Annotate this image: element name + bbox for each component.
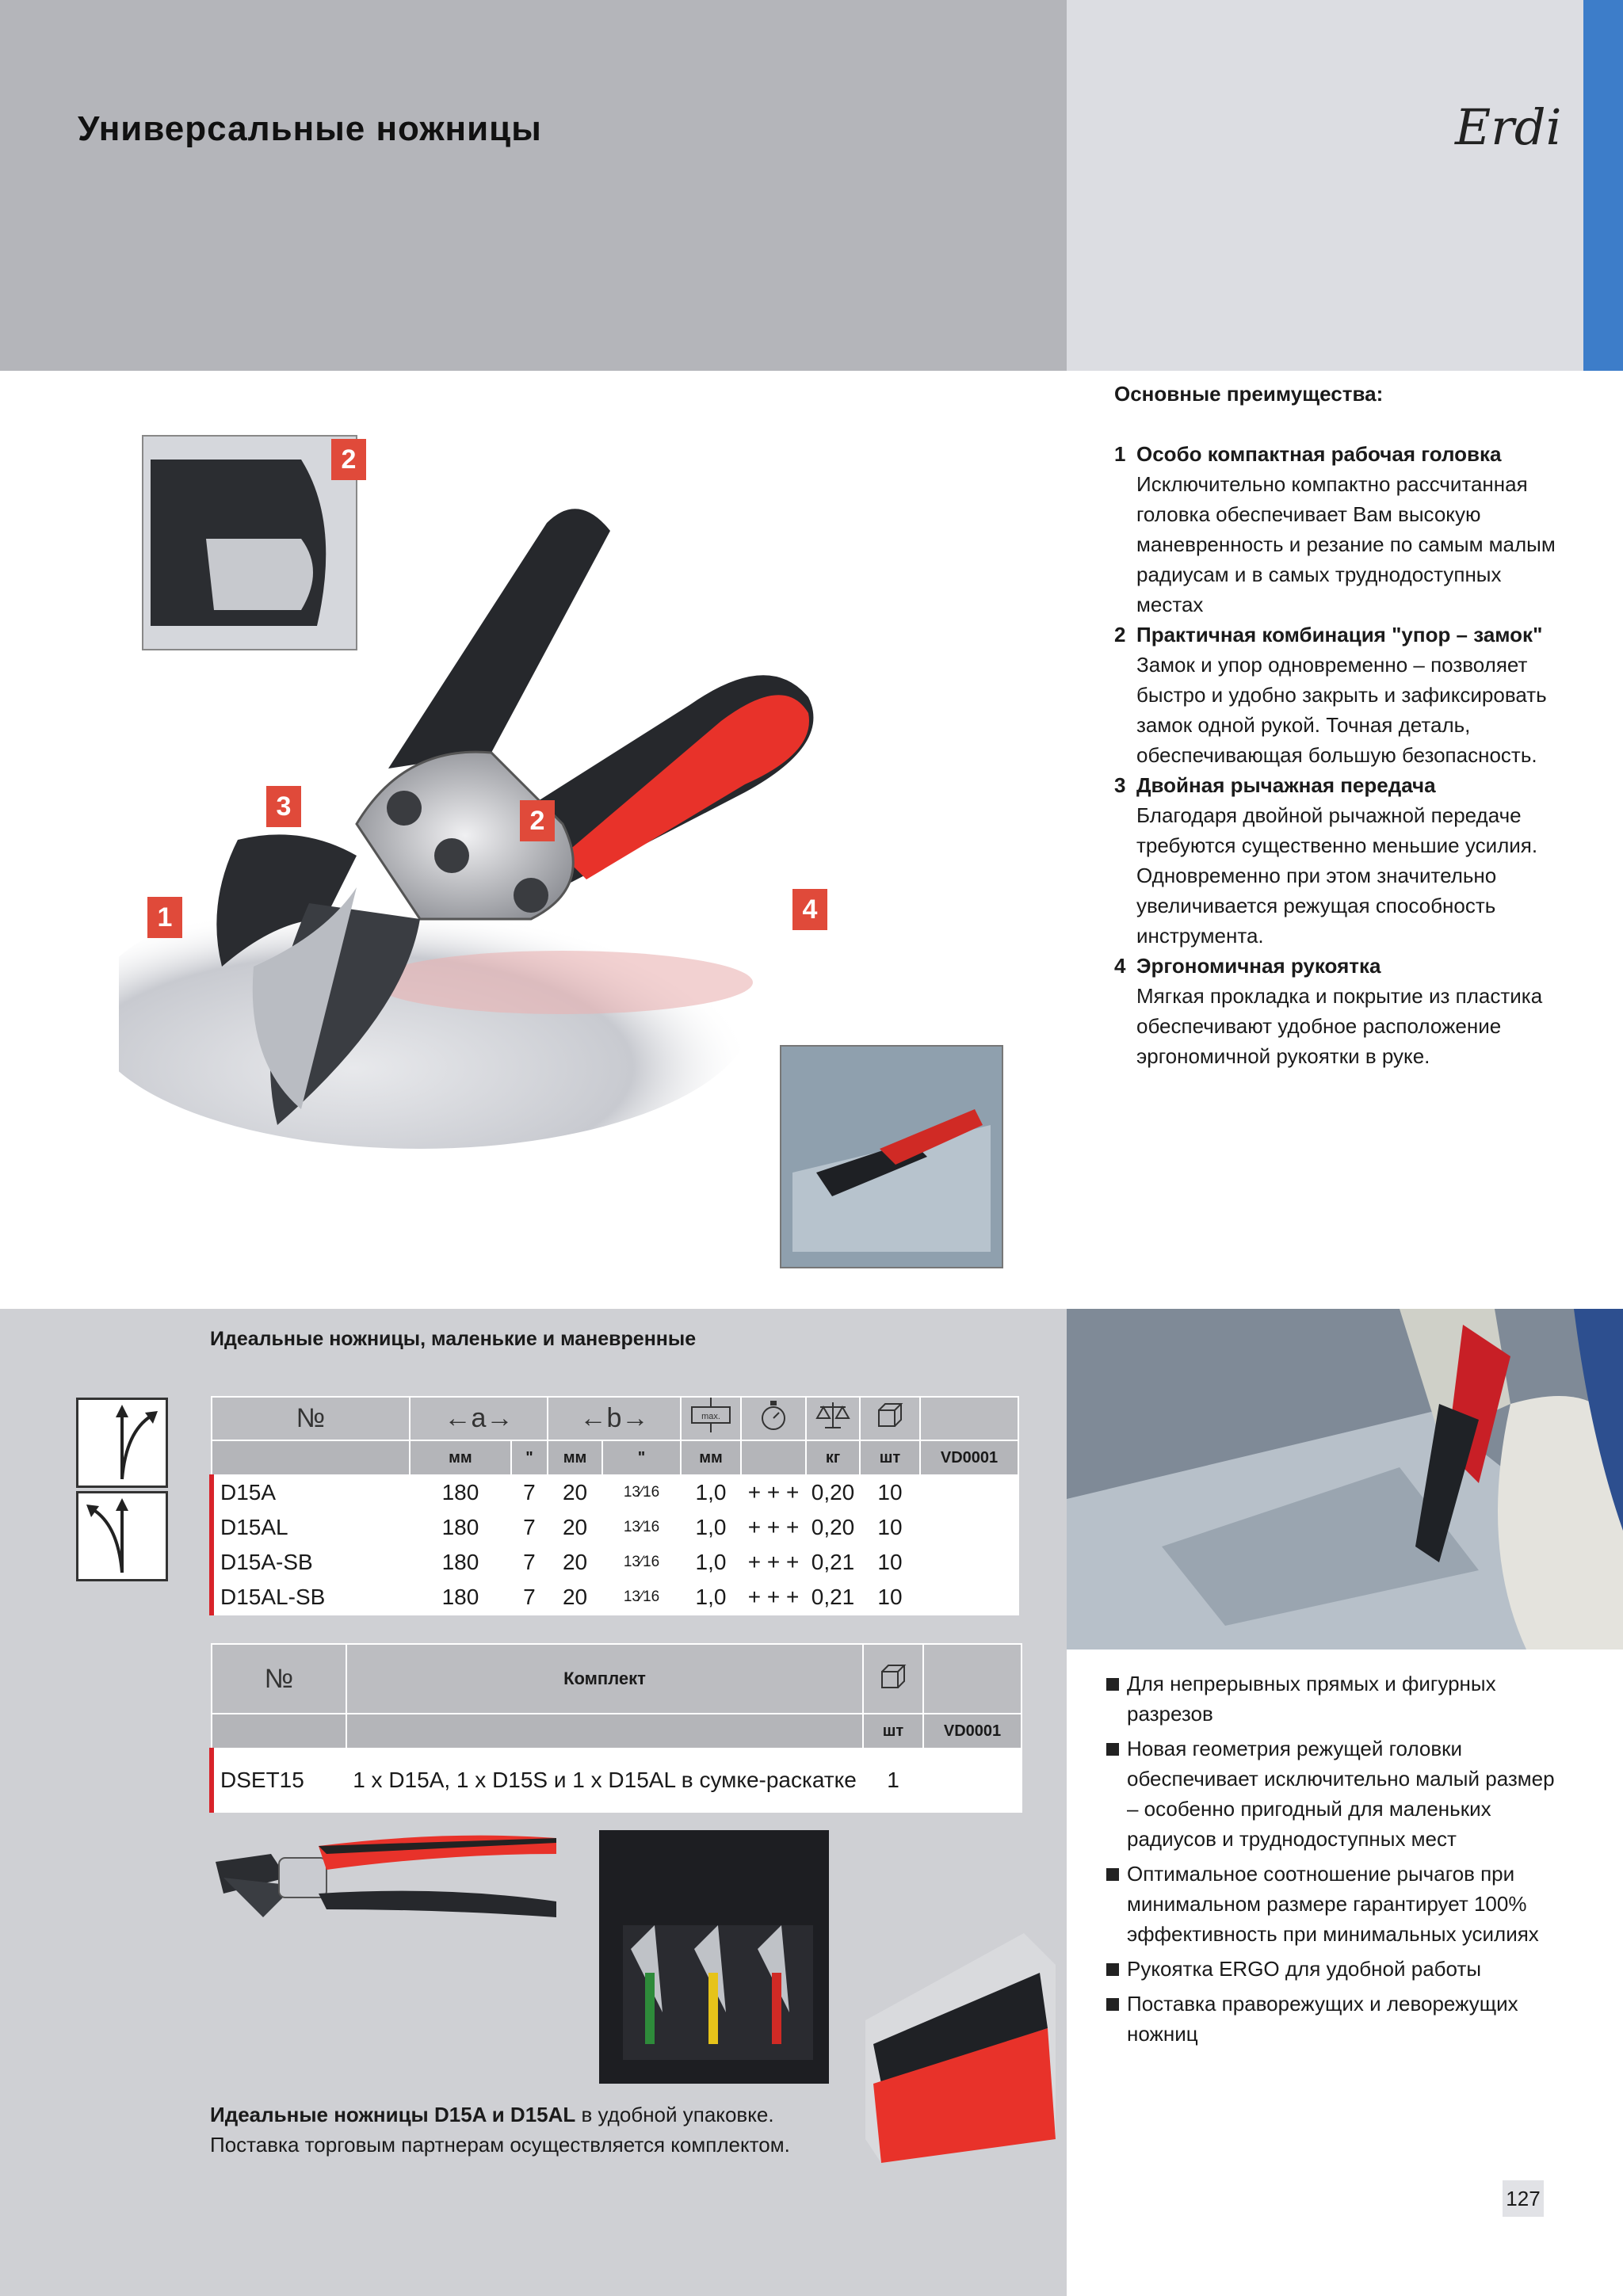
length-a-inch: 7 [511, 1475, 548, 1510]
vd-cell [920, 1580, 1018, 1615]
length-b-mm: 20 [548, 1475, 602, 1510]
pack-qty: 10 [860, 1510, 920, 1545]
article-code: D15AL-SB [212, 1580, 410, 1615]
caption-rest: в удобной упаковке. [575, 2103, 774, 2126]
vd-cell [920, 1510, 1018, 1545]
vd-cell [920, 1545, 1018, 1580]
col-vd-header [920, 1397, 1018, 1440]
unit-cell: шт [860, 1440, 920, 1475]
callout-badge-2-inset: 2 [331, 439, 366, 480]
arrow-right-icon: → [486, 1403, 514, 1433]
length-a-mm: 180 [410, 1510, 511, 1545]
weight-scale-icon [806, 1397, 860, 1440]
unit-cell: " [602, 1440, 681, 1475]
section-title: Идеальные ножницы, маленькие и маневренные [210, 1328, 697, 1350]
list-item: Рукоятка ERGO для удобной работы [1106, 1954, 1566, 1984]
article-code: D15AL [212, 1510, 410, 1545]
straight-left-cut-icon [76, 1491, 168, 1581]
feature-list [1106, 1669, 1566, 2054]
advantage-item [1114, 620, 1558, 770]
length-b-mm: 20 [548, 1580, 602, 1615]
product-photo-display-box [865, 1901, 1056, 2163]
unit-cell [741, 1440, 806, 1475]
kit-header-row [212, 1644, 1022, 1714]
package-box-icon [863, 1644, 923, 1714]
spec-row [212, 1545, 1018, 1580]
length-b-inch: 13⁄16 [602, 1475, 681, 1510]
product-caption [210, 2100, 844, 2160]
spec-table [209, 1396, 1019, 1615]
kit-unit-row [212, 1714, 1022, 1749]
advantage-number: 1 [1114, 442, 1126, 466]
spec-row [212, 1510, 1018, 1545]
svg-text:max.: max. [701, 1412, 720, 1421]
performance-rating: + + + [741, 1510, 806, 1545]
product-photo-roll-bag [599, 1830, 837, 2092]
callout-badge-4: 4 [792, 889, 827, 930]
advantage-heading: Эргономичная рукоятка [1136, 954, 1381, 978]
length-b-inch: 13⁄16 [602, 1545, 681, 1580]
advantage-number: 2 [1114, 623, 1126, 646]
hero-illustration [119, 412, 1014, 1283]
advantage-item [1114, 439, 1558, 620]
length-b-mm: 20 [548, 1510, 602, 1545]
pack-qty: 10 [860, 1545, 920, 1580]
caption-line2: Поставка торговым партнерам осуществляется комплектом. [210, 2133, 790, 2157]
spec-row [212, 1580, 1018, 1615]
performance-rating: + + + [741, 1580, 806, 1615]
length-a-inch: 7 [511, 1580, 548, 1615]
unit-cell: мм [681, 1440, 741, 1475]
unit-cell [212, 1440, 410, 1475]
advantage-item [1114, 770, 1558, 951]
header-band-right [1067, 0, 1583, 371]
col-set-header: Комплект [346, 1644, 863, 1714]
spec-header-row [212, 1397, 1018, 1440]
advantage-text: Благодаря двойной рычажной передаче требуются существенно меньшие усилия. Одновременно при этом значительно увеличивается режущая способность инструмента. [1136, 803, 1538, 948]
caption-bold: Идеальные ножницы D15A и D15AL [210, 2103, 576, 2126]
header-accent-stripe [1583, 0, 1623, 371]
col-vd-header [923, 1644, 1022, 1714]
article-code: DSET15 [212, 1749, 346, 1812]
length-a-mm: 180 [410, 1580, 511, 1615]
arrow-right-icon: → [621, 1403, 649, 1433]
max-thickness-icon [681, 1397, 741, 1440]
advantages-title: Основные преимущества: [1114, 382, 1384, 406]
length-b-mm: 20 [548, 1545, 602, 1580]
spec-row [212, 1475, 1018, 1510]
max-thickness: 1,0 [681, 1510, 741, 1545]
straight-right-cut-icon [76, 1398, 168, 1488]
advantage-text: Замок и упор одновременно – позволяет быстро и удобно закрыть и зафиксировать замок одной рукой. Точная деталь, обеспечивающая большую безопасность. [1136, 653, 1547, 767]
page-title: Универсальные ножницы [78, 109, 542, 148]
unit-cell: шт [863, 1714, 923, 1749]
callout-badge-3: 3 [266, 786, 301, 827]
length-a-mm: 180 [410, 1545, 511, 1580]
advantage-heading: Особо компактная рабочая головка [1136, 442, 1502, 466]
cutting-performance-icon [741, 1397, 806, 1440]
vd-cell [923, 1749, 1022, 1812]
header-band [0, 0, 1067, 371]
callout-badge-2: 2 [520, 800, 555, 841]
advantage-heading: Двойная рычажная передача [1136, 773, 1436, 797]
unit-cell: кг [806, 1440, 860, 1475]
col-length-a-header: ←a→ [410, 1397, 548, 1440]
list-item: Оптимальное соотношение рычагов при минимальном размере гарантирует 100% эффективность при минимальных усилиях [1106, 1859, 1566, 1949]
brand-logo: Erdi [1455, 98, 1562, 156]
max-thickness: 1,0 [681, 1475, 741, 1510]
col-number-header: № [212, 1644, 346, 1714]
advantage-number: 4 [1114, 954, 1126, 978]
article-code: D15A-SB [212, 1545, 410, 1580]
col-number-header: № [212, 1397, 410, 1440]
advantage-item [1114, 951, 1558, 1071]
length-a-inch: 7 [511, 1510, 548, 1545]
list-item: Новая геометрия режущей головки обеспечивает исключительно малый размер – особенно пригодный для маленьких радиусов и труднодоступных мест [1106, 1733, 1566, 1854]
list-item: Для непрерывных прямых и фигурных разрезов [1106, 1669, 1566, 1729]
pack-qty: 1 [863, 1749, 923, 1812]
page-number: 127 [1503, 2180, 1544, 2217]
snips-illustration [119, 412, 1014, 1283]
article-code: D15A [212, 1475, 410, 1510]
advantage-number: 3 [1114, 773, 1126, 797]
kit-table [209, 1643, 1022, 1813]
package-box-icon [860, 1397, 920, 1440]
weight-kg: 0,21 [806, 1580, 860, 1615]
performance-rating: + + + [741, 1475, 806, 1510]
col-length-b-header: ←b→ [548, 1397, 681, 1440]
length-b-inch: 13⁄16 [602, 1510, 681, 1545]
max-thickness: 1,0 [681, 1580, 741, 1615]
advantages-block [1114, 379, 1558, 1071]
list-item: Поставка праворежущих и леворежущих ножниц [1106, 1989, 1566, 2049]
unit-cell: VD0001 [920, 1440, 1018, 1475]
spec-unit-row [212, 1440, 1018, 1475]
unit-cell: VD0001 [923, 1714, 1022, 1749]
length-a-inch: 7 [511, 1545, 548, 1580]
performance-rating: + + + [741, 1545, 806, 1580]
length-b-inch: 13⁄16 [602, 1580, 681, 1615]
advantage-text: Мягкая прокладка и покрытие из пластика обеспечивают удобное расположение эргономичной рукоятки в руке. [1136, 984, 1543, 1068]
weight-kg: 0,20 [806, 1475, 860, 1510]
product-photo-snips [208, 1822, 563, 1949]
weight-kg: 0,20 [806, 1510, 860, 1545]
pack-qty: 10 [860, 1580, 920, 1615]
weight-kg: 0,21 [806, 1545, 860, 1580]
callout-badge-1: 1 [147, 897, 182, 938]
unit-cell: " [511, 1440, 548, 1475]
kit-row [212, 1749, 1022, 1812]
max-thickness: 1,0 [681, 1545, 741, 1580]
usage-photo [1067, 1309, 1623, 1650]
arrow-left-icon: ← [579, 1403, 607, 1433]
unit-cell [346, 1714, 863, 1749]
unit-cell [212, 1714, 346, 1749]
unit-cell: мм [410, 1440, 511, 1475]
advantage-heading: Практичная комбинация "упор – замок" [1136, 623, 1543, 646]
kit-description: 1 x D15A, 1 x D15S и 1 x D15AL в сумке-раскатке [346, 1749, 863, 1812]
unit-cell: мм [548, 1440, 602, 1475]
pack-qty: 10 [860, 1475, 920, 1510]
arrow-left-icon: ← [444, 1403, 472, 1433]
advantage-text: Исключительно компактно рассчитанная головка обеспечивает Вам высокую маневренность и резание по самым малым радиусам и в самых труднодоступных местах [1136, 472, 1556, 616]
vd-cell [920, 1475, 1018, 1510]
length-a-mm: 180 [410, 1475, 511, 1510]
